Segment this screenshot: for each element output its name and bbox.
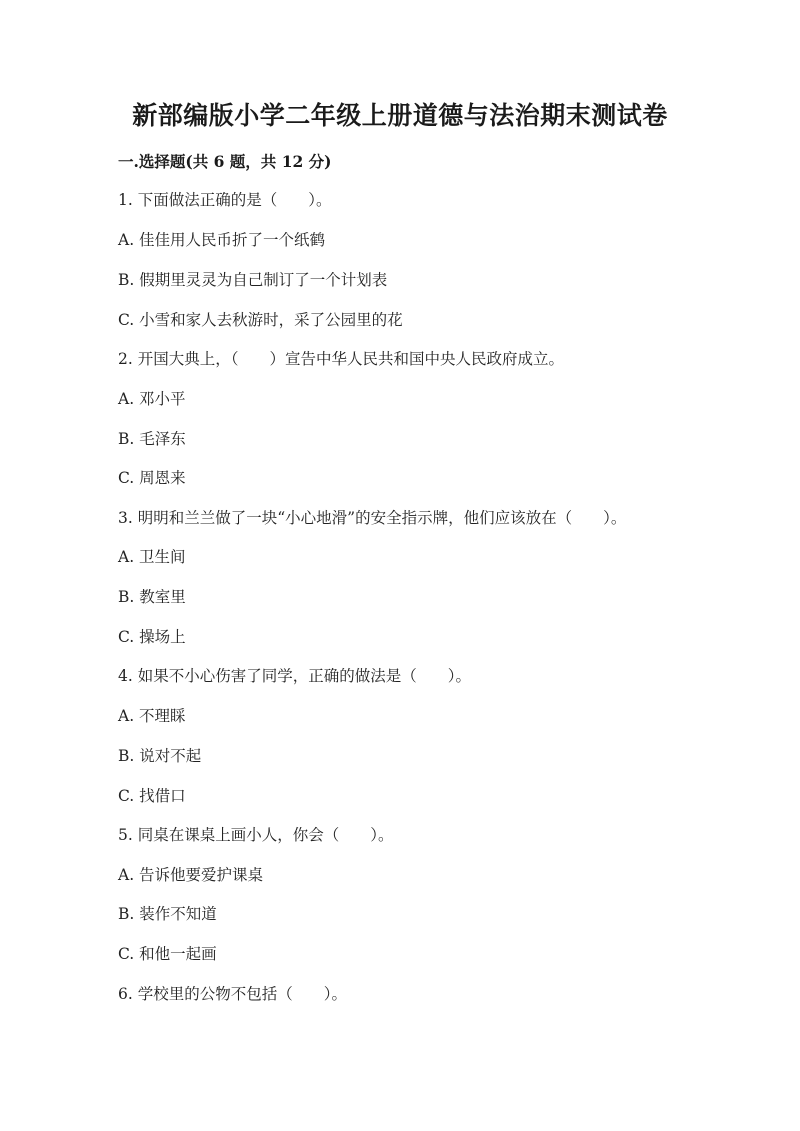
option-item: B. 假期里灵灵为自己制订了一个计划表	[118, 271, 388, 289]
option-item: C. 和他一起画	[118, 945, 217, 963]
option-item: B. 装作不知道	[118, 905, 217, 923]
option-item: A. 告诉他要爱护课桌	[118, 866, 264, 884]
option-item: A. 卫生间	[118, 548, 186, 566]
option-item: C. 找借口	[118, 787, 186, 805]
section-heading: 一.选择题(共 6 题，共 12 分)	[118, 152, 332, 171]
option-item: A. 不理睬	[118, 707, 186, 725]
question-stem: 4. 如果不小心伤害了同学，正确的做法是（ ）。	[118, 667, 471, 685]
option-item: A. 邓小平	[118, 390, 186, 408]
option-item: C. 小雪和家人去秋游时，采了公园里的花	[118, 311, 403, 329]
page-title: 新部编版小学二年级上册道德与法治期末测试卷	[132, 101, 668, 130]
option-item: A. 佳佳用人民币折了一个纸鹤	[118, 231, 326, 249]
option-item: C. 操场上	[118, 628, 186, 646]
option-item: B. 毛泽东	[118, 430, 186, 448]
option-item: B. 教室里	[118, 588, 186, 606]
question-stem: 2. 开国大典上，（ ）宣告中华人民共和国中央人民政府成立。	[118, 350, 564, 368]
question-stem: 3. 明明和兰兰做了一块“小心地滑”的安全指示牌，他们应该放在（ ）。	[118, 509, 627, 527]
question-stem: 1. 下面做法正确的是（ ）。	[118, 191, 332, 209]
option-item: B. 说对不起	[118, 747, 202, 765]
question-stem: 6. 学校里的公物不包括（ ）。	[118, 985, 347, 1003]
option-item: C. 周恩来	[118, 469, 186, 487]
question-stem: 5. 同桌在课桌上画小人，你会（ ）。	[118, 826, 394, 844]
